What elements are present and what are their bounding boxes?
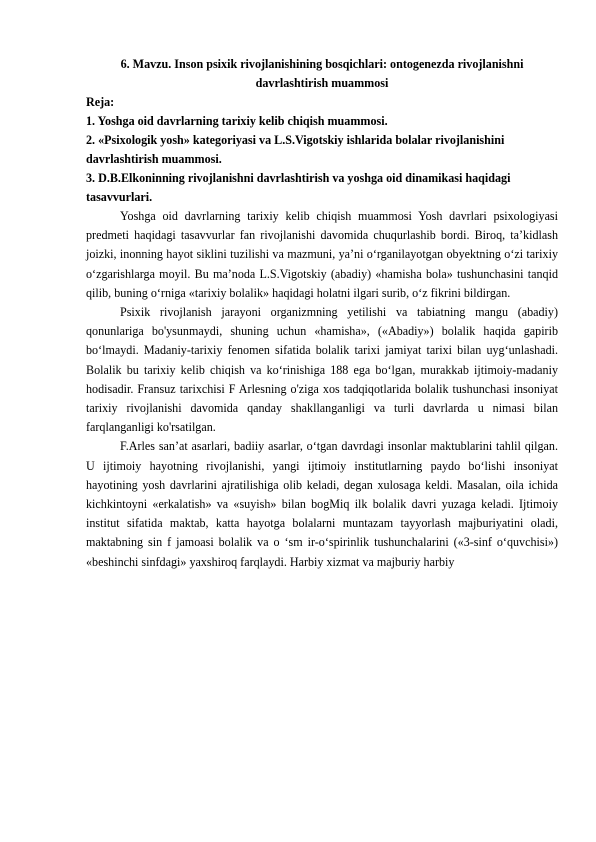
- body-paragraph-3: F.Arles san’at asarlari, badiiy asarlar, o‘tgan davrdagi insonlar maktublarini tahlil qilgan. U ijtimoiy hayotning rivojlanishi, yangi ijtimoiy institutlarning paydo bo‘lishi insoniyat hayotining yosh davrlarini ajratilishiga olib keladi, degan xulosaga keldi. Masalan, oila ichida kichkintoyni «erkalatish» va «suyish» bilan bogMiq ilk bolalik davri yuzaga keladi. Ijtimoiy institut sifatida maktab, katta hayotga bolalarni muntazam tayyorlash majburiyatini oladi, maktabning sin f jamoasi bolalik va o ‘sm ir-o‘spirinlik tushunchalarini («3-sinf o‘quvchisi») «beshinchi sinfdagi» yaxshiroq farqlaydi. Harbiy xizmat va majburiy harbiy: [86, 439, 558, 569]
- plan-label: Reja:: [86, 95, 115, 109]
- body-paragraph-2: Psixik rivojlanish jarayoni organizmning yetilishi va tabiatning mangu (abadiy) qonunlariga bo'ysunmaydi, shuning uchun «hamisha», («Abadiy») bolalik haqida gapirib bo‘lmaydi. Madaniy-tarixiy fenomen sifatida bolalik tarixi jamiyat tarixi bilan uyg‘unlashadi. Bolalik bu tarixiy kelib chiqish va ko‘rinishiga 188 ega bo‘lgan, murakkab ijtimoiy-madaniy hodisadir. Fransuz tarixchisi F Arlesning o'ziga xos tadqiqotlarida bolalik tushunchasi insoniyat tarixiy rivojlanishi davomida qanday shakllanganligi va turli davrlarda u nimasi bilan farqlanganligi ko'rsatilgan.: [86, 305, 558, 435]
- plan-item-1: 1. Yoshga oid davrlarning tarixiy kelib chiqish muammosi.: [86, 114, 388, 128]
- plan-item-3: 3. D.B.Elkoninning rivojlanishni davrlashtirish va yoshga oid dinamikasi haqidagi tasavvurlari.: [86, 171, 511, 204]
- plan-item-2: 2. «Psixologik yosh» kategoriyasi va L.S.Vigotskiy ishlarida bolalar rivojlanishini davrlashtirish muammosi.: [86, 133, 505, 166]
- page-title: 6. Mavzu. Inson psixik rivojlanishining bosqichlari: ontogenezda rivojlanishni davrlashtirish muammosi: [120, 57, 524, 90]
- body-paragraph-1: Yoshga oid davrlarning tarixiy kelib chiqish muammosi Yosh davrlari psixologiyasi predmeti haqidagi tasavvurlar fan rivojlanishi davomida chuqurlashib bordi. Biroq, ta’kidlash joizki, inonning hayot siklini tuzilishi va mazmuni, ya’ni o‘rganilayotgan obyektning o‘zi tarixiy o‘zgarishlarga moyil. Bu ma’noda L.S.Vigotskiy (abadiy) «hamisha bola» tushunchasini tanqid qilib, buning o‘rniga «tarixiy bolalik» haqidagi holatni ilgari surib, o‘z fikrini bildirgan.: [86, 209, 558, 300]
